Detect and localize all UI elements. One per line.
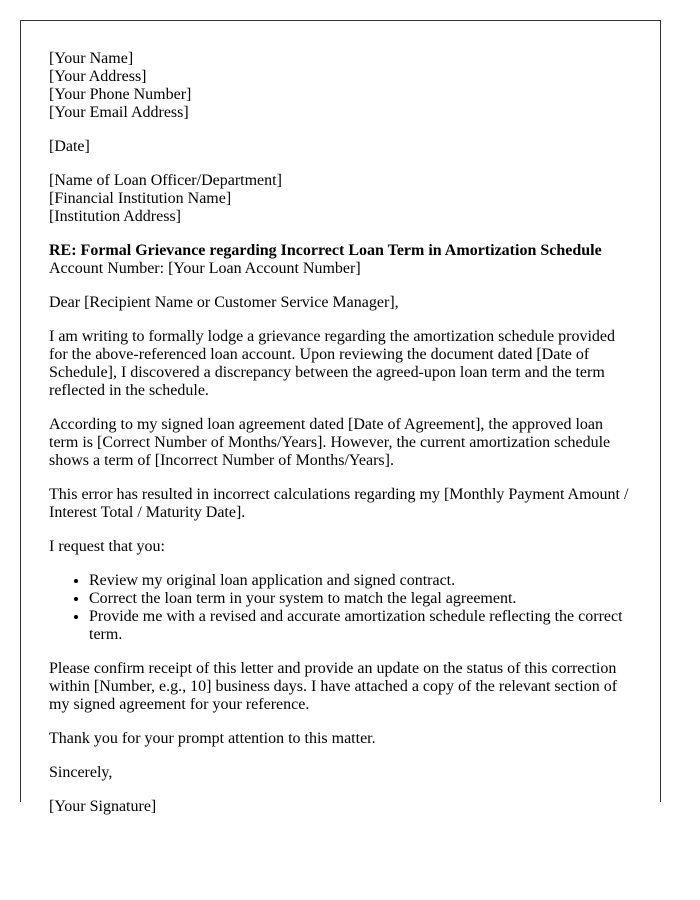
body-paragraph-2: According to my signed loan agreement dated [Date of Agreement], the approved loan term is [Correct Number of Months/Years]. However, the current amortization schedule shows a term of [Incorrect Number of Months/Years]. [49, 416, 611, 469]
sender-email: [Your Email Address] [49, 104, 189, 121]
request-item: • Review my original loan application and signed contract. [89, 572, 634, 590]
signoff-closing: Sincerely, [49, 764, 113, 781]
sender-address: [Your Address] [49, 68, 147, 85]
recipient-address: [Institution Address] [49, 208, 181, 225]
sender-phone: [Your Phone Number] [49, 86, 192, 103]
letter-page [20, 20, 661, 815]
letter-body [49, 50, 634, 832]
sender-block [49, 50, 634, 122]
salutation: Dear [Recipient Name or Customer Service Manager], [49, 294, 399, 311]
body-paragraph-1: I am writing to formally lodge a grievance regarding the amortization schedule provided for the above-referenced loan account. Upon reviewing the document dated [Date of Schedule], I discovered a discrepancy between the agreed-upon loan term and the term reflected in the schedule. [49, 328, 616, 399]
sender-name: [Your Name] [49, 50, 134, 67]
subject-block [49, 242, 634, 278]
request-item: • Provide me with a revised and accurate amortization schedule reflecting the correct term. [89, 608, 634, 644]
subject-re-line: RE: Formal Grievance regarding Incorrect Loan Term in Amortization Schedule [49, 242, 602, 259]
recipient-institution: [Financial Institution Name] [49, 190, 232, 207]
request-list [49, 572, 634, 644]
recipient-officer: [Name of Loan Officer/Department] [49, 172, 282, 189]
signature-placeholder: [Your Signature] [49, 798, 157, 815]
closing-paragraph-1: Please confirm receipt of this letter and provide an update on the status of this correction within [Number, e.g., 10] business days. I have attached a copy of the relevant section of my signed agreement for your reference. [49, 660, 618, 713]
closing-paragraph-2: Thank you for your prompt attention to this matter. [49, 730, 376, 747]
body-paragraph-3: This error has resulted in incorrect calculations regarding my [Monthly Payment Amount / Interest Total / Maturity Date]. [49, 486, 629, 521]
request-intro: I request that you: [49, 538, 165, 555]
date-line: [Date] [49, 138, 90, 155]
recipient-block [49, 172, 634, 226]
request-item: • Correct the loan term in your system to match the legal agreement. [89, 590, 634, 608]
account-number-line: Account Number: [Your Loan Account Number] [49, 260, 361, 277]
